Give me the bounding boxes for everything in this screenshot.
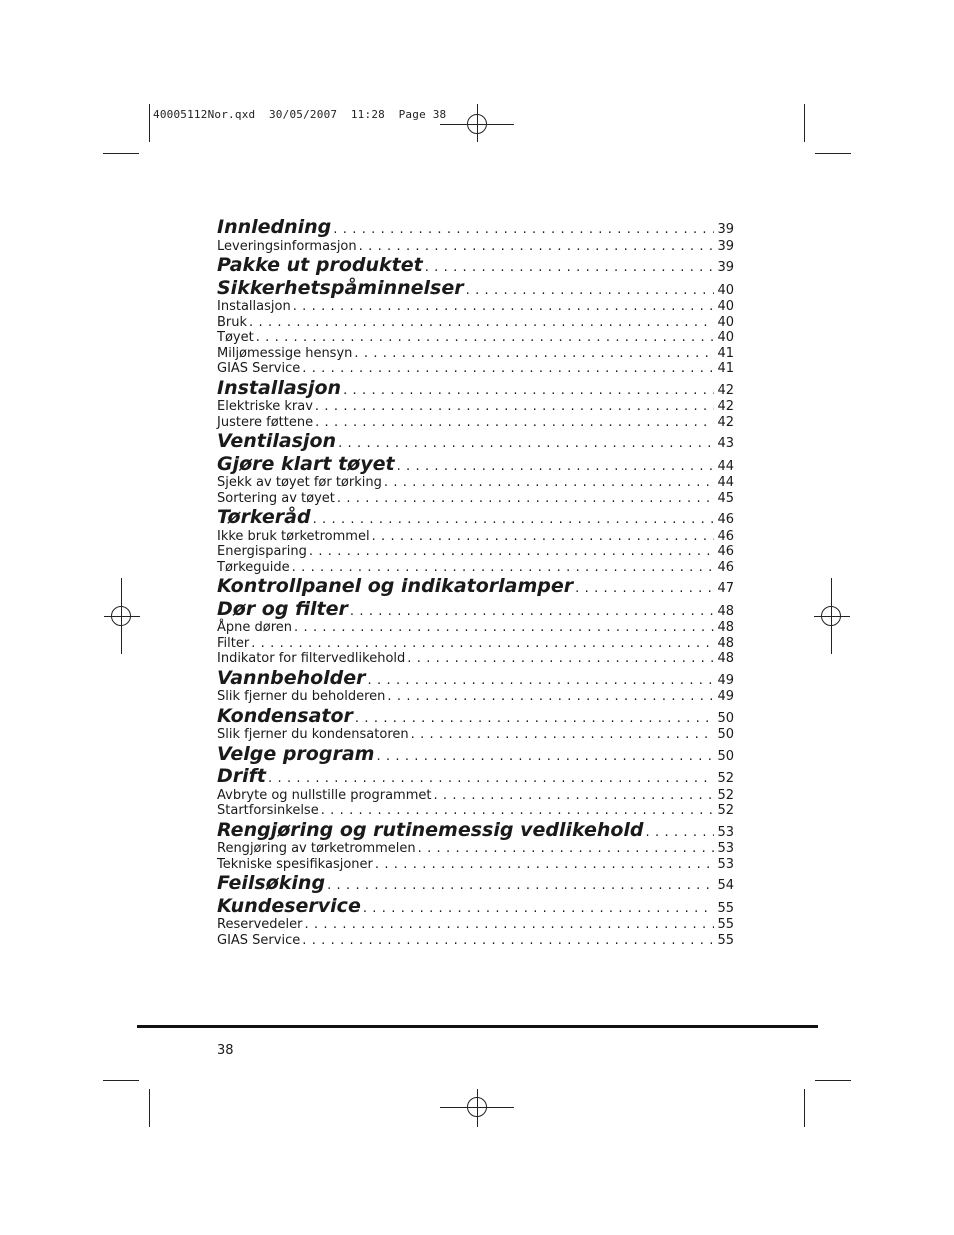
toc-subentry	[217, 346, 734, 362]
toc-title: Vannbeholder	[217, 666, 366, 689]
toc-title: Miljømessige hensyn	[217, 345, 353, 361]
toc-page-number: 48	[717, 651, 734, 666]
toc-title: Gjøre klart tøyet	[217, 452, 395, 475]
toc-subentry	[217, 917, 734, 933]
toc-title: Tørkeråd	[217, 506, 311, 528]
toc-subentry	[217, 857, 734, 873]
toc-subentry	[217, 803, 734, 819]
toc-page-number: 46	[717, 528, 734, 544]
toc-page-number: 54	[717, 878, 734, 893]
dot-leader	[384, 475, 715, 491]
dot-leader	[337, 491, 715, 507]
toc-page-number: 41	[717, 345, 734, 361]
toc-title: Tørkeguide	[217, 559, 290, 575]
toc-title: Velge program	[217, 742, 375, 765]
dot-leader	[359, 239, 715, 255]
dot-leader	[575, 578, 714, 601]
dot-leader	[327, 875, 714, 898]
toc-page-number: 52	[717, 787, 734, 803]
dot-leader	[293, 299, 715, 315]
dot-leader	[315, 415, 714, 431]
toc-subentry	[217, 788, 734, 804]
toc-title: Feilsøking	[217, 872, 326, 894]
toc-subentry	[217, 544, 734, 560]
toc-subentry	[217, 560, 734, 576]
crop-mark-bottom-right-v	[804, 1089, 805, 1127]
toc-title: Kundeservice	[217, 894, 361, 917]
toc-heading	[217, 377, 734, 400]
toc-page-number: 44	[717, 475, 734, 490]
dot-leader	[302, 361, 714, 377]
toc-page-number: 50	[717, 710, 734, 726]
dot-leader	[302, 933, 714, 949]
toc-title: Ikke bruk tørketrommel	[217, 528, 370, 544]
toc-subentry	[217, 689, 734, 705]
toc-page-number: 40	[717, 330, 734, 345]
toc-heading	[217, 277, 734, 300]
crop-mark-top-left-v	[149, 104, 150, 142]
toc-subentry	[217, 239, 734, 255]
toc-heading	[217, 453, 734, 476]
toc-heading	[217, 575, 734, 598]
toc-heading	[217, 895, 734, 918]
toc-subentry	[217, 415, 734, 431]
toc-title: Sortering av tøyet	[217, 490, 335, 506]
toc-subentry	[217, 361, 734, 377]
toc-page-number: 42	[717, 414, 734, 430]
dot-leader	[292, 560, 715, 576]
toc-heading	[217, 743, 734, 766]
toc-page-number: 50	[717, 748, 734, 764]
toc-title: Sikkerhetspåminnelser	[217, 276, 464, 299]
toc-page-number: 55	[717, 917, 734, 932]
toc-page-number: 48	[717, 635, 734, 651]
dot-leader	[256, 330, 715, 346]
toc-subentry	[217, 651, 734, 667]
toc-heading	[217, 765, 734, 788]
toc-page-number: 40	[717, 314, 734, 330]
toc-title: Åpne døren	[217, 620, 293, 635]
toc-title: Energisparing	[217, 544, 307, 559]
toc-page-number: 41	[717, 361, 734, 376]
toc-page-number: 39	[717, 238, 734, 254]
toc-title: Startforsinkelse	[217, 803, 319, 818]
footer-rule	[137, 1025, 818, 1028]
dot-leader	[315, 399, 715, 415]
toc-title: Bruk	[217, 314, 248, 330]
toc-subentry	[217, 933, 734, 949]
dot-leader	[418, 841, 715, 857]
dot-leader	[376, 746, 714, 769]
toc-title: Avbryte og nullstille programmet	[217, 787, 432, 803]
dot-leader	[354, 346, 714, 362]
toc-title: Leveringsinformasjon	[217, 238, 357, 254]
toc-page-number: 53	[717, 856, 734, 872]
toc-heading	[217, 254, 734, 277]
toc-subentry	[217, 620, 734, 636]
toc-page-number: 48	[717, 603, 734, 619]
toc-title: Drift	[217, 765, 267, 787]
dot-leader	[304, 917, 714, 933]
toc-page-number: 53	[717, 841, 734, 856]
toc-title: GIAS Service	[217, 361, 301, 376]
toc-page-number: 49	[717, 689, 734, 704]
toc-title: Elektriske krav	[217, 399, 313, 414]
toc-page-number: 42	[717, 399, 734, 414]
dot-leader	[321, 803, 715, 819]
toc-title: Slik fjerner du beholderen	[217, 689, 386, 704]
toc-title: Tekniske spesifikasjoner	[217, 856, 373, 872]
toc-title: GIAS Service	[217, 932, 301, 948]
toc-subentry	[217, 399, 734, 415]
toc-page-number: 40	[717, 299, 734, 314]
toc-title: Innledning	[217, 216, 332, 238]
toc-subentry	[217, 330, 734, 346]
toc-page-number: 39	[717, 222, 734, 237]
toc-heading	[217, 506, 734, 529]
dot-leader	[294, 620, 714, 636]
toc-title: Filter	[217, 635, 250, 651]
toc-subentry	[217, 636, 734, 652]
toc-page-number: 48	[717, 620, 734, 635]
toc-title: Justere føttene	[217, 414, 314, 430]
toc-title: Indikator for filtervedlikehold	[217, 651, 406, 666]
toc-page-number: 46	[717, 512, 734, 527]
dot-leader	[372, 529, 715, 545]
dot-leader	[249, 315, 714, 331]
crop-mark-top-left-h	[103, 153, 139, 154]
toc-page-number: 46	[717, 544, 734, 559]
dot-leader	[375, 857, 715, 873]
toc-subentry	[217, 727, 734, 743]
dot-leader	[425, 257, 715, 280]
toc-title: Installasjon	[217, 299, 291, 314]
toc-title: Rengjøring av tørketrommelen	[217, 841, 416, 856]
toc-subentry	[217, 299, 734, 315]
toc-heading	[217, 667, 734, 690]
toc-page-number: 49	[717, 672, 734, 688]
toc-subentry	[217, 315, 734, 331]
toc-title: Slik fjerner du kondensatoren	[217, 727, 409, 742]
dot-leader	[411, 727, 715, 743]
toc-heading	[217, 216, 734, 239]
toc-heading	[217, 819, 734, 842]
toc-title: Installasjon	[217, 376, 342, 399]
toc-page-number: 47	[717, 581, 734, 596]
dot-leader	[407, 651, 714, 667]
toc-subentry	[217, 475, 734, 491]
toc-page-number: 45	[717, 490, 734, 506]
toc-page-number: 40	[717, 282, 734, 298]
dot-leader	[433, 788, 714, 804]
toc-heading	[217, 705, 734, 728]
dot-leader	[251, 636, 714, 652]
toc-title: Rengjøring og rutinemessig vedlikehold	[217, 818, 644, 841]
toc-title: Kontrollpanel og indikatorlamper	[217, 575, 574, 597]
crop-mark-bottom-left-v	[149, 1089, 150, 1127]
toc-page-number: 53	[717, 824, 734, 840]
toc-page-number: 44	[717, 458, 734, 474]
toc-page-number: 50	[717, 727, 734, 742]
toc-page-number: 43	[717, 436, 734, 451]
toc-page-number: 42	[717, 382, 734, 398]
toc-subentry	[217, 841, 734, 857]
toc-title: Tøyet	[217, 330, 254, 345]
crop-mark-top-right-v	[804, 104, 805, 142]
toc-page-number: 39	[717, 260, 734, 275]
toc-title: Reservedeler	[217, 917, 303, 932]
toc-title: Kondensator	[217, 704, 353, 727]
toc-page-number: 55	[717, 932, 734, 948]
dot-leader	[309, 544, 715, 560]
toc-heading	[217, 598, 734, 621]
toc-subentry	[217, 529, 734, 545]
crop-mark-bottom-left-h	[103, 1080, 139, 1081]
toc-page-number: 52	[717, 771, 734, 786]
crop-mark-top-right-h	[815, 153, 851, 154]
toc-title: Sjekk av tøyet før tørking	[217, 475, 382, 490]
toc-page-number: 46	[717, 559, 734, 575]
page-number: 38	[217, 1043, 234, 1058]
table-of-contents	[217, 216, 734, 948]
toc-title: Pakke ut produktet	[217, 254, 423, 276]
toc-page-number: 52	[717, 803, 734, 818]
toc-page-number: 55	[717, 900, 734, 916]
toc-heading	[217, 872, 734, 895]
dot-leader	[387, 689, 714, 705]
toc-title: Dør og filter	[217, 597, 348, 620]
crop-mark-bottom-right-h	[815, 1080, 851, 1081]
print-slug: 40005112Nor.qxd 30/05/2007 11:28 Page 38	[153, 108, 447, 121]
toc-heading	[217, 430, 734, 453]
toc-title: Ventilasjon	[217, 430, 337, 452]
toc-subentry	[217, 491, 734, 507]
